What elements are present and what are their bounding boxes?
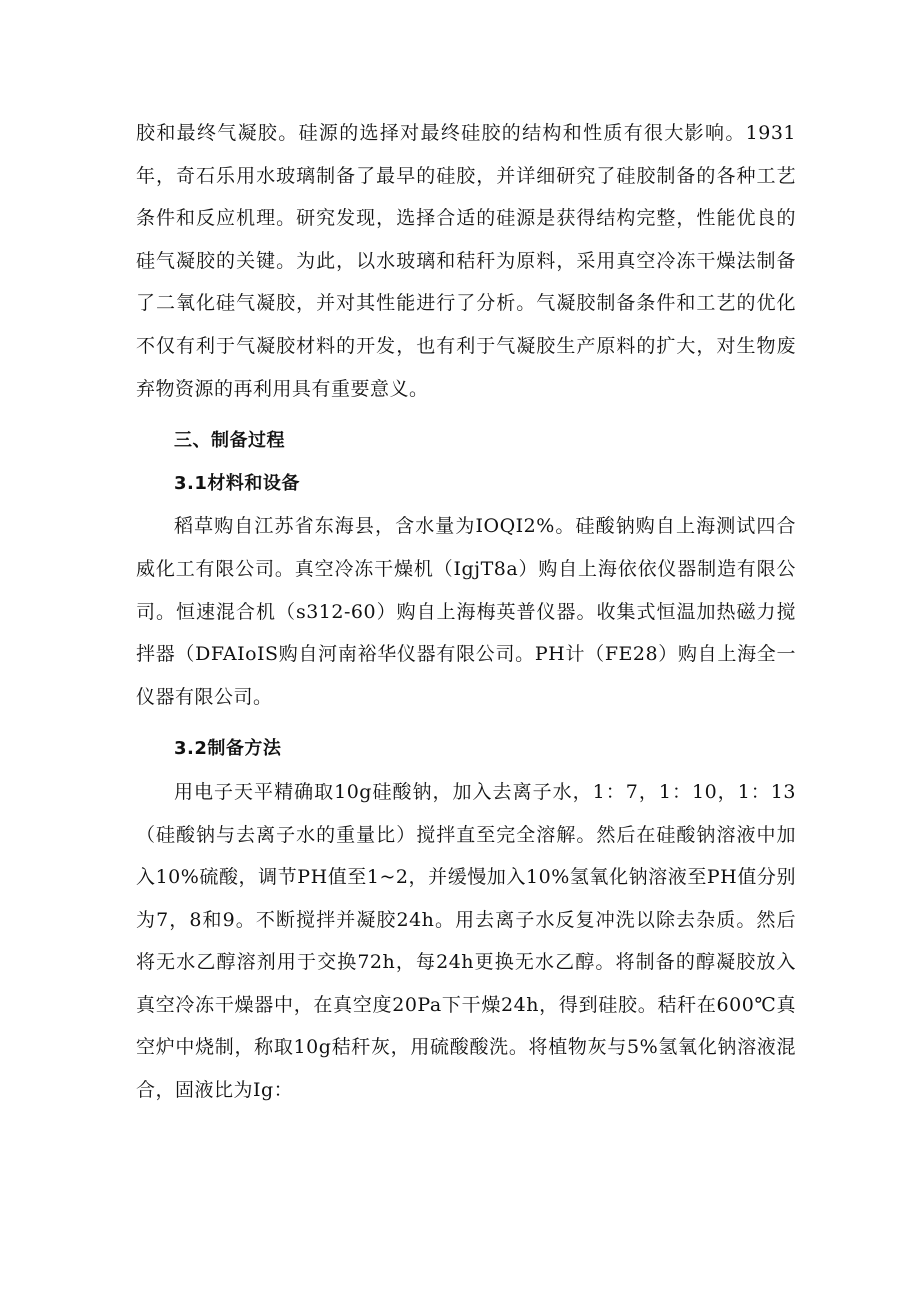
section-heading: 三、制备过程 <box>174 430 285 452</box>
subsection-heading-method: 3.2制备方法 <box>174 738 282 760</box>
document-body <box>136 112 796 1112</box>
subsection-heading-materials: 3.1材料和设备 <box>174 472 300 494</box>
spacer <box>136 718 796 728</box>
method-paragraph: 用电子天平精确取10g硅酸钠，加入去离子水，1：7，1：10，1：13（硅酸钠与去离子水的重量比）搅拌直至完全溶解。然后在硅酸钠溶液中加入10%硫酸，调节PH值至1~2，并缓慢加入10%氢氧化钠溶液至PH值分别为7，8和9。不断搅拌并凝胶24h。用去离子水反复冲洗以除去杂质。然后将无水乙醇溶剂用于交换72h，每24h更换无水乙醇。将制备的醇凝胶放入真空冷冻干燥器中，在真空度20Pa下干燥24h，得到硅胶。秸秆在600℃真空炉中烧制，称取10g秸秆灰，用硫酸酸洗。将植物灰与5%氢氧化钠溶液混合，固液比为Ig： <box>136 780 796 1102</box>
materials-paragraph: 稻草购自江苏省东海县，含水量为IOQI2%。硅酸钠购自上海测试四合威化工有限公司。真空冷冻干燥机（IgjT8a）购自上海依依仪器制造有限公司。恒速混合机（s312-60）购自上海梅英普仪器。收集式恒温加热磁力搅拌器（DFAIoIS购自河南裕华仪器有限公司。PH计（FE28）购自上海全一仪器有限公司。 <box>136 515 796 708</box>
spacer <box>136 410 796 420</box>
intro-paragraph: 胶和最终气凝胶。硅源的选择对最终硅胶的结构和性质有很大影响。1931年，奇石乐用水玻璃制备了最早的硅胶，并详细研究了硅胶制备的各种工艺条件和反应机理。研究发现，选择合适的硅源是获得结构完整，性能优良的硅气凝胶的关键。为此，以水玻璃和秸秆为原料，采用真空冷冻干燥法制备了二氧化硅气凝胶，并对其性能进行了分析。气凝胶制备条件和工艺的优化不仅有利于气凝胶材料的开发，也有利于气凝胶生产原料的扩大，对生物废弃物资源的再利用具有重要意义。 <box>136 122 796 400</box>
